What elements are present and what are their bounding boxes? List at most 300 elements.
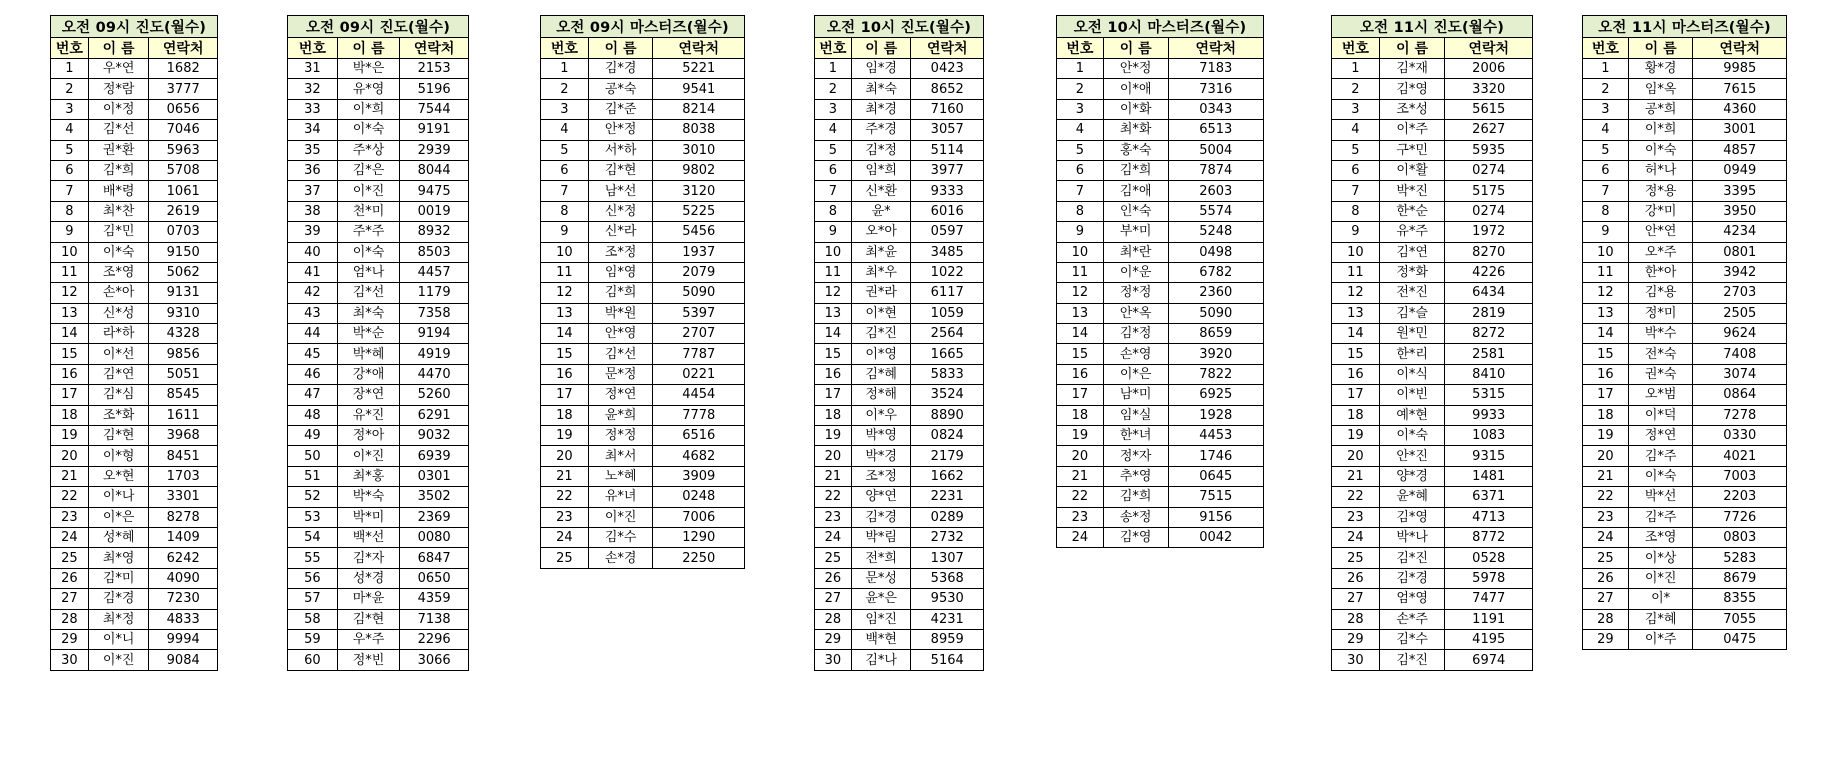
phone-last4: 5574 (1168, 201, 1264, 221)
member-name: 김*민 (88, 222, 149, 242)
member-name: 유*녀 (588, 487, 653, 507)
phone-last4: 6242 (149, 548, 218, 568)
member-name: 신*환 (851, 181, 911, 201)
row-number: 3 (1057, 99, 1104, 119)
member-name: 추*영 (1103, 466, 1168, 486)
member-name: 김*희 (88, 160, 149, 180)
table-row (815, 609, 984, 629)
member-name: 박*수 (1628, 324, 1693, 344)
row-number: 7 (51, 181, 89, 201)
row-number: 27 (1332, 589, 1380, 609)
member-name: 라*하 (88, 324, 149, 344)
table-row (288, 222, 469, 242)
phone-last4: 7544 (400, 99, 469, 119)
phone-last4: 2369 (400, 507, 469, 527)
phone-last4: 7055 (1693, 609, 1787, 629)
member-name: 성*혜 (88, 527, 149, 547)
row-number: 4 (51, 120, 89, 140)
member-name: 송*정 (1103, 507, 1168, 527)
phone-last4: 5196 (400, 79, 469, 99)
member-name: 유*진 (337, 405, 400, 425)
member-name: 이*정 (88, 99, 149, 119)
member-name: 손*주 (1379, 609, 1445, 629)
phone-last4: 0528 (1445, 548, 1533, 568)
row-number: 15 (1057, 344, 1104, 364)
member-name: 주*경 (851, 120, 911, 140)
table-row (815, 181, 984, 201)
row-number: 13 (51, 303, 89, 323)
member-name: 박*림 (851, 527, 911, 547)
table-row (1583, 140, 1787, 160)
row-number: 10 (1057, 242, 1104, 262)
member-name: 유*영 (337, 79, 400, 99)
table-row (541, 99, 745, 119)
table-row (1057, 160, 1264, 180)
row-number: 30 (815, 650, 852, 670)
row-number: 10 (51, 242, 89, 262)
phone-last4: 9333 (911, 181, 984, 201)
row-number: 18 (1332, 405, 1380, 425)
row-number: 13 (1583, 303, 1629, 323)
phone-last4: 0343 (1168, 99, 1264, 119)
row-number: 6 (541, 160, 589, 180)
phone-last4: 0221 (653, 364, 745, 384)
table-row (51, 222, 218, 242)
row-number: 26 (815, 568, 852, 588)
row-number: 6 (1583, 160, 1629, 180)
phone-last4: 2505 (1693, 303, 1787, 323)
table-row (51, 426, 218, 446)
member-name: 정*연 (1628, 426, 1693, 446)
table-row (1583, 79, 1787, 99)
table-row (51, 140, 218, 160)
row-number: 4 (1057, 120, 1104, 140)
table-row (541, 405, 745, 425)
table-row (288, 650, 469, 670)
member-name: 김*심 (88, 385, 149, 405)
member-name: 남*미 (1103, 385, 1168, 405)
phone-last4: 0019 (400, 201, 469, 221)
phone-last4: 3485 (911, 242, 984, 262)
phone-last4: 5114 (911, 140, 984, 160)
member-name: 이*영 (851, 344, 911, 364)
phone-last4: 5315 (1445, 385, 1533, 405)
table-row (1057, 426, 1264, 446)
phone-last4: 8545 (149, 385, 218, 405)
member-name: 우*연 (88, 59, 149, 79)
table-row (288, 405, 469, 425)
table-row (51, 59, 218, 79)
member-name: 인*숙 (1103, 201, 1168, 221)
phone-last4: 6291 (400, 405, 469, 425)
member-name: 이*덕 (1628, 405, 1693, 425)
row-number: 21 (541, 466, 589, 486)
phone-last4: 7003 (1693, 466, 1787, 486)
member-name: 손*경 (588, 548, 653, 568)
table-row (1057, 507, 1264, 527)
row-number: 16 (1057, 364, 1104, 384)
phone-last4: 9985 (1693, 59, 1787, 79)
phone-last4: 8410 (1445, 364, 1533, 384)
member-name: 김*경 (88, 589, 149, 609)
table-row (815, 548, 984, 568)
phone-last4: 3074 (1693, 364, 1787, 384)
row-number: 18 (1057, 405, 1104, 425)
roster-table (287, 15, 469, 671)
table-row (815, 650, 984, 670)
row-number: 20 (815, 446, 852, 466)
phone-last4: 3066 (400, 650, 469, 670)
table-row (1057, 446, 1264, 466)
row-number: 22 (1583, 487, 1629, 507)
col-header-name: 이 름 (1628, 38, 1693, 59)
table-row (1332, 324, 1533, 344)
member-name: 최*영 (88, 548, 149, 568)
member-name: 조*정 (588, 242, 653, 262)
phone-last4: 7726 (1693, 507, 1787, 527)
member-name: 엄*나 (337, 262, 400, 282)
row-number: 12 (1057, 283, 1104, 303)
row-number: 5 (541, 140, 589, 160)
table-row (815, 568, 984, 588)
row-number: 10 (815, 242, 852, 262)
table-row (815, 59, 984, 79)
member-name: 이*니 (88, 629, 149, 649)
member-name: 임*옥 (1628, 79, 1693, 99)
member-name: 최*숙 (337, 303, 400, 323)
row-number: 9 (51, 222, 89, 242)
phone-last4: 1290 (653, 527, 745, 547)
phone-last4: 5283 (1693, 548, 1787, 568)
phone-last4: 8503 (400, 242, 469, 262)
phone-last4: 0864 (1693, 385, 1787, 405)
phone-last4: 5225 (653, 201, 745, 221)
table-row (1583, 283, 1787, 303)
phone-last4: 4234 (1693, 222, 1787, 242)
phone-last4: 1665 (911, 344, 984, 364)
table-row (51, 181, 218, 201)
table-row (541, 385, 745, 405)
phone-last4: 3524 (911, 385, 984, 405)
member-name: 김*준 (588, 99, 653, 119)
row-number: 45 (288, 344, 338, 364)
row-number: 46 (288, 364, 338, 384)
member-name: 김*희 (1103, 487, 1168, 507)
member-name: 장*연 (337, 385, 400, 405)
table-row (1332, 242, 1533, 262)
member-name: 김*경 (851, 507, 911, 527)
table-row (288, 344, 469, 364)
member-name: 이*희 (337, 99, 400, 119)
table-row (815, 426, 984, 446)
member-name: 이*활 (1379, 160, 1445, 180)
table-row (1583, 487, 1787, 507)
row-number: 17 (1332, 385, 1380, 405)
table-row (1583, 201, 1787, 221)
phone-last4: 9475 (400, 181, 469, 201)
row-number: 13 (1332, 303, 1380, 323)
phone-last4: 4453 (1168, 426, 1264, 446)
row-number: 49 (288, 426, 338, 446)
table-title: 오전 10시 마스터즈(월수) (1057, 16, 1264, 38)
row-number: 8 (541, 201, 589, 221)
member-name: 이*형 (88, 446, 149, 466)
row-number: 16 (1583, 364, 1629, 384)
row-number: 1 (1583, 59, 1629, 79)
phone-last4: 3502 (400, 487, 469, 507)
member-name: 박*경 (851, 446, 911, 466)
member-name: 임*진 (851, 609, 911, 629)
table-row (815, 364, 984, 384)
table-row (815, 385, 984, 405)
row-number: 47 (288, 385, 338, 405)
table-row (1332, 466, 1533, 486)
row-number: 3 (541, 99, 589, 119)
table-row (51, 629, 218, 649)
table-row (1332, 426, 1533, 446)
row-number: 24 (1583, 527, 1629, 547)
col-header-name: 이 름 (1103, 38, 1168, 59)
phone-last4: 9856 (149, 344, 218, 364)
phone-last4: 4713 (1445, 507, 1533, 527)
col-header-phone: 연락처 (149, 38, 218, 59)
table-row (1332, 487, 1533, 507)
member-name: 전*진 (1379, 283, 1445, 303)
table-row (541, 262, 745, 282)
row-number: 22 (815, 487, 852, 507)
member-name: 이*진 (337, 446, 400, 466)
table-row (1332, 548, 1533, 568)
row-number: 15 (1332, 344, 1380, 364)
row-number: 17 (1583, 385, 1629, 405)
row-number: 44 (288, 324, 338, 344)
table-row (1332, 222, 1533, 242)
phone-last4: 9194 (400, 324, 469, 344)
row-number: 13 (1057, 303, 1104, 323)
table-row (1583, 59, 1787, 79)
phone-last4: 6939 (400, 446, 469, 466)
row-number: 26 (1332, 568, 1380, 588)
row-number: 22 (51, 487, 89, 507)
table-row (288, 385, 469, 405)
row-number: 23 (1057, 507, 1104, 527)
table-row (541, 283, 745, 303)
table-row (1057, 181, 1264, 201)
table-row (1583, 120, 1787, 140)
phone-last4: 1972 (1445, 222, 1533, 242)
member-name: 정*정 (1103, 283, 1168, 303)
phone-last4: 7183 (1168, 59, 1264, 79)
row-number: 23 (51, 507, 89, 527)
table-row (541, 140, 745, 160)
member-name: 서*하 (588, 140, 653, 160)
phone-last4: 8038 (653, 120, 745, 140)
phone-last4: 6513 (1168, 120, 1264, 140)
table-row (1583, 507, 1787, 527)
member-name: 조*화 (88, 405, 149, 425)
table-row (815, 120, 984, 140)
phone-last4: 0274 (1445, 160, 1533, 180)
row-number: 24 (815, 527, 852, 547)
member-name: 오*아 (851, 222, 911, 242)
row-number: 14 (1332, 324, 1380, 344)
row-number: 21 (1583, 466, 1629, 486)
row-number: 12 (1332, 283, 1380, 303)
table-row (1583, 364, 1787, 384)
row-number: 10 (1332, 242, 1380, 262)
col-header-number: 번호 (1057, 38, 1104, 59)
row-number: 18 (541, 405, 589, 425)
table-row (815, 344, 984, 364)
table-row (815, 160, 984, 180)
table-row (815, 79, 984, 99)
member-name: 이*주 (1628, 629, 1693, 649)
member-name: 박*원 (588, 303, 653, 323)
row-number: 25 (541, 548, 589, 568)
member-name: 김*희 (1103, 160, 1168, 180)
member-name: 이*은 (88, 507, 149, 527)
table-row (1057, 242, 1264, 262)
table-row (1057, 140, 1264, 160)
phone-last4: 2203 (1693, 487, 1787, 507)
row-number: 38 (288, 201, 338, 221)
phone-last4: 5051 (149, 364, 218, 384)
member-name: 천*미 (337, 201, 400, 221)
phone-last4: 2732 (911, 527, 984, 547)
roster-table (1056, 15, 1264, 548)
member-name: 김*나 (851, 650, 911, 670)
phone-last4: 1481 (1445, 466, 1533, 486)
phone-last4: 7515 (1168, 487, 1264, 507)
phone-last4: 8652 (911, 79, 984, 99)
member-name: 김*혜 (1628, 609, 1693, 629)
row-number: 16 (815, 364, 852, 384)
member-name: 이*숙 (1628, 140, 1693, 160)
member-name: 권*환 (88, 140, 149, 160)
phone-last4: 0803 (1693, 527, 1787, 547)
table-row (288, 548, 469, 568)
table-row (51, 120, 218, 140)
table-row (51, 548, 218, 568)
table-row (541, 364, 745, 384)
table-row (1332, 629, 1533, 649)
table-row (288, 487, 469, 507)
member-name: 정*미 (1628, 303, 1693, 323)
row-number: 11 (1583, 262, 1629, 282)
row-number: 27 (51, 589, 89, 609)
member-name: 조*영 (88, 262, 149, 282)
table-row (815, 405, 984, 425)
table-row (815, 201, 984, 221)
phone-last4: 8044 (400, 160, 469, 180)
row-number: 2 (541, 79, 589, 99)
row-number: 20 (541, 446, 589, 466)
member-name: 강*미 (1628, 201, 1693, 221)
phone-last4: 8932 (400, 222, 469, 242)
table-row (1057, 466, 1264, 486)
col-header-number: 번호 (815, 38, 852, 59)
table-row (288, 160, 469, 180)
member-name: 김*주 (1628, 446, 1693, 466)
phone-last4: 3977 (911, 160, 984, 180)
phone-last4: 9994 (149, 629, 218, 649)
phone-last4: 9802 (653, 160, 745, 180)
row-number: 26 (1583, 568, 1629, 588)
row-number: 2 (1332, 79, 1380, 99)
phone-last4: 0475 (1693, 629, 1787, 649)
phone-last4: 6016 (911, 201, 984, 221)
row-number: 25 (1583, 548, 1629, 568)
member-name: 김*재 (1379, 59, 1445, 79)
table-row (288, 181, 469, 201)
row-number: 58 (288, 609, 338, 629)
member-name: 김*선 (88, 120, 149, 140)
table-row (288, 283, 469, 303)
member-name: 김*정 (1103, 324, 1168, 344)
member-name: 강*애 (337, 364, 400, 384)
table-row (815, 527, 984, 547)
phone-last4: 7046 (149, 120, 218, 140)
member-name: 김*정 (851, 140, 911, 160)
phone-last4: 7006 (653, 507, 745, 527)
phone-last4: 9131 (149, 283, 218, 303)
member-name: 김*진 (1379, 650, 1445, 670)
member-name: 김*슬 (1379, 303, 1445, 323)
row-number: 17 (815, 385, 852, 405)
member-name: 문*성 (851, 568, 911, 588)
member-name: 최*화 (1103, 120, 1168, 140)
phone-last4: 1662 (911, 466, 984, 486)
table-row (1583, 324, 1787, 344)
phone-last4: 8659 (1168, 324, 1264, 344)
phone-last4: 9530 (911, 589, 984, 609)
phone-last4: 1611 (149, 405, 218, 425)
table-row (1583, 589, 1787, 609)
table-row (288, 568, 469, 588)
member-name: 이*식 (1379, 364, 1445, 384)
phone-last4: 2703 (1693, 283, 1787, 303)
table-row (541, 507, 745, 527)
table-row (288, 140, 469, 160)
table-row (288, 364, 469, 384)
phone-last4: 2581 (1445, 344, 1533, 364)
row-number: 29 (815, 629, 852, 649)
phone-last4: 4833 (149, 609, 218, 629)
table-row (541, 548, 745, 568)
phone-last4: 4231 (911, 609, 984, 629)
phone-last4: 0703 (149, 222, 218, 242)
member-name: 이*진 (88, 650, 149, 670)
member-name: 김*선 (588, 344, 653, 364)
table-row (541, 426, 745, 446)
table-row (1332, 650, 1533, 670)
table-row (1332, 405, 1533, 425)
col-header-number: 번호 (288, 38, 338, 59)
member-name: 정*정 (588, 426, 653, 446)
member-name: 김*주 (1628, 507, 1693, 527)
table-row (288, 527, 469, 547)
row-number: 22 (1057, 487, 1104, 507)
table-row (1332, 262, 1533, 282)
row-number: 19 (51, 426, 89, 446)
member-name: 김*미 (88, 568, 149, 588)
row-number: 3 (1332, 99, 1380, 119)
phone-last4: 2603 (1168, 181, 1264, 201)
row-number: 6 (1057, 160, 1104, 180)
row-number: 1 (541, 59, 589, 79)
table-row (51, 650, 218, 670)
col-header-phone: 연락처 (400, 38, 469, 59)
